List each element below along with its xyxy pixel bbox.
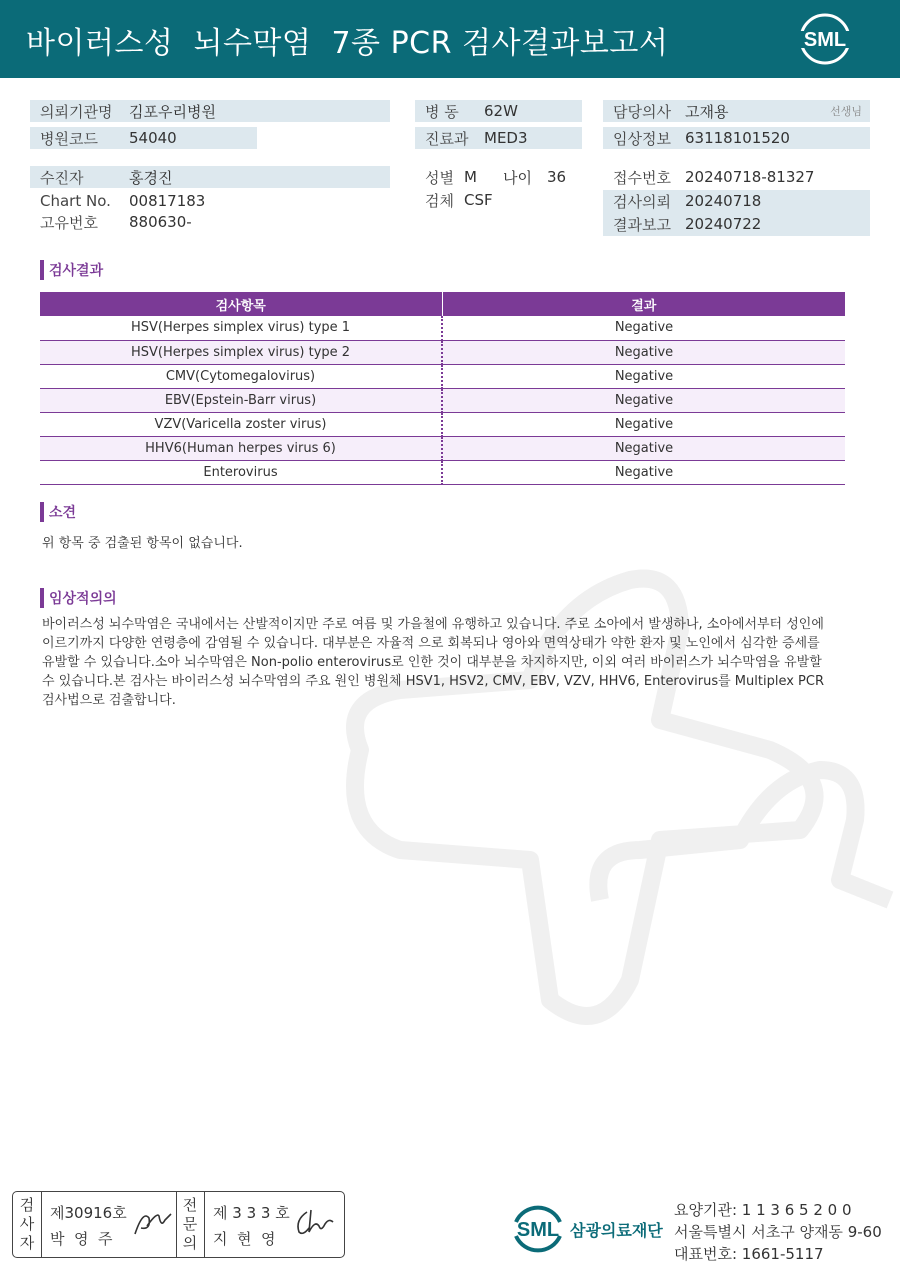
specimen-label: 검체	[425, 191, 454, 210]
row-item: EBV(Epstein-Barr virus)	[40, 388, 442, 412]
results-table	[40, 292, 845, 485]
section-marker	[40, 260, 44, 280]
doctor-label: 담당의사	[613, 102, 671, 121]
significance-title-text: 임상적의의	[49, 591, 117, 607]
row-result: Negative	[442, 340, 845, 364]
examiner-signature-icon	[131, 1206, 175, 1240]
specialist-label: 전 문 의	[182, 1196, 198, 1252]
patient-label: 수진자	[40, 168, 84, 187]
opinion-section-title	[40, 502, 76, 522]
receipt-row	[603, 166, 870, 188]
specialist-name: 지 현 영	[213, 1230, 276, 1248]
table-row	[40, 436, 845, 460]
report-value: 20240722	[685, 215, 762, 233]
sex-value: M	[464, 168, 477, 186]
report-header	[0, 0, 900, 78]
report-label: 결과보고	[613, 215, 671, 234]
row-result: Negative	[442, 364, 845, 388]
doctor-value: 고재용	[685, 102, 729, 121]
row-item: VZV(Varicella zoster virus)	[40, 412, 442, 436]
phone: 대표번호: 1661-5117	[674, 1245, 824, 1263]
address: 서울특별시 서초구 양재동 9-60	[674, 1223, 882, 1241]
significance-text: 바이러스성 뇌수막염은 국내에서는 산발적이지만 주로 여름 및 가을철에 유행하고 있습니다. 주로 소아에서 발생하나, 소아에서부터 성인에 이르기까지 다양한 연령층에 감염될 수 있습니다. 대부분은 자율적 으로 회복되나 영아와 면역상태가 약한 환자 및 노인에서 심각한 증세를 유발할 수 있습니다.소아 뇌수막염은 Non-polio enterovirus로 인한 것이 대부분을 차지하지만, 이외 여러 바이러스가 뇌수막염을 유발할 수 있습니다.본 검사는 바이러스성 뇌수막염의 주요 원인 병원체 HSV1, HSV2, CMV, EBV, VZV, HHV6, Enterovirus를 Multiplex PCR 검사법으로 검출합니다.	[42, 617, 824, 708]
table-header-row	[40, 292, 845, 316]
examiner-name: 박 영 주	[50, 1230, 113, 1248]
institution-label: 의뢰기관명	[40, 102, 113, 121]
header-item: 검사항목	[40, 292, 442, 316]
section-marker	[40, 502, 44, 522]
age-value: 36	[547, 168, 567, 186]
row-result: Negative	[442, 412, 845, 436]
institution-value: 김포우리병원	[129, 102, 216, 121]
request-row	[603, 190, 870, 212]
ward-label: 병 동	[425, 102, 459, 121]
id-row	[30, 211, 390, 233]
divider	[176, 1192, 177, 1257]
opinion-text: 위 항목 중 검출된 항목이 없습니다.	[42, 536, 243, 551]
table-row	[40, 388, 845, 412]
section-marker	[40, 588, 44, 608]
header-result: 결과	[442, 292, 845, 316]
id-value: 880630-	[129, 213, 192, 231]
footer-logo-text: SML	[516, 1219, 560, 1241]
patient-row	[30, 166, 390, 188]
org-name: 삼광의료재단	[570, 1221, 663, 1240]
institution-row	[30, 100, 390, 122]
report-row	[603, 213, 870, 235]
table-row	[40, 460, 845, 484]
hospital-code-label: 병원코드	[40, 129, 98, 148]
hospital-code-row	[30, 127, 257, 149]
age-label: 나이	[503, 168, 532, 187]
clinical-value: 63118101520	[685, 129, 790, 147]
sex-age-row	[415, 166, 585, 188]
request-label: 검사의뢰	[613, 192, 671, 211]
dept-label: 진료과	[425, 129, 469, 148]
hospital-code-value: 54040	[129, 129, 177, 147]
id-label: 고유번호	[40, 213, 98, 232]
examiner-label: 검 사 자	[19, 1196, 35, 1252]
sml-logo-icon	[796, 12, 854, 66]
opinion-title-text: 소견	[49, 505, 77, 521]
specimen-row	[415, 189, 585, 211]
table-row	[40, 364, 845, 388]
table-row	[40, 412, 845, 436]
examiner-license: 제30916호	[50, 1204, 127, 1222]
sex-label: 성별	[425, 168, 454, 187]
receipt-value: 20240718-81327	[685, 168, 815, 186]
specialist-signature-icon	[293, 1206, 337, 1240]
row-item: Enterovirus	[40, 460, 442, 484]
signature-box	[12, 1191, 345, 1258]
chart-value: 00817183	[129, 192, 206, 210]
divider	[41, 1192, 42, 1257]
results-section-title	[40, 260, 103, 280]
significance-section-title	[40, 588, 117, 608]
specialist-license: 제 3 3 3 호	[213, 1204, 290, 1222]
chart-row	[30, 190, 390, 212]
row-item: HHV6(Human herpes virus 6)	[40, 436, 442, 460]
sml-logo-text: SML	[803, 29, 847, 51]
row-result: Negative	[442, 436, 845, 460]
doctor-row	[603, 100, 870, 122]
row-result: Negative	[442, 316, 845, 340]
row-result: Negative	[442, 388, 845, 412]
divider	[204, 1192, 205, 1257]
table-row	[40, 316, 845, 340]
report-title: 바이러스성 뇌수막염 7종 PCR 검사결과보고서	[26, 26, 669, 61]
receipt-label: 접수번호	[613, 168, 671, 187]
doctor-suffix: 선생님	[830, 105, 862, 118]
specimen-value: CSF	[464, 191, 493, 209]
footer-sml-logo-icon	[508, 1200, 568, 1256]
row-result: Negative	[442, 460, 845, 484]
patient-value: 홍경진	[129, 168, 173, 187]
row-item: CMV(Cytomegalovirus)	[40, 364, 442, 388]
row-item: HSV(Herpes simplex virus) type 2	[40, 340, 442, 364]
clinical-label: 임상정보	[613, 129, 671, 148]
ward-row	[415, 100, 582, 122]
results-title-text: 검사결과	[49, 263, 104, 279]
dept-row	[415, 127, 582, 149]
table-row	[40, 340, 845, 364]
watermark-cross-icon	[300, 520, 900, 1080]
chart-label: Chart No.	[40, 192, 111, 210]
institution-code: 요양기관: 1 1 3 6 5 2 0 0	[674, 1201, 852, 1219]
dept-value: MED3	[484, 129, 528, 147]
request-value: 20240718	[685, 192, 762, 210]
ward-value: 62W	[484, 102, 518, 120]
row-item: HSV(Herpes simplex virus) type 1	[40, 316, 442, 340]
clinical-row	[603, 127, 870, 149]
